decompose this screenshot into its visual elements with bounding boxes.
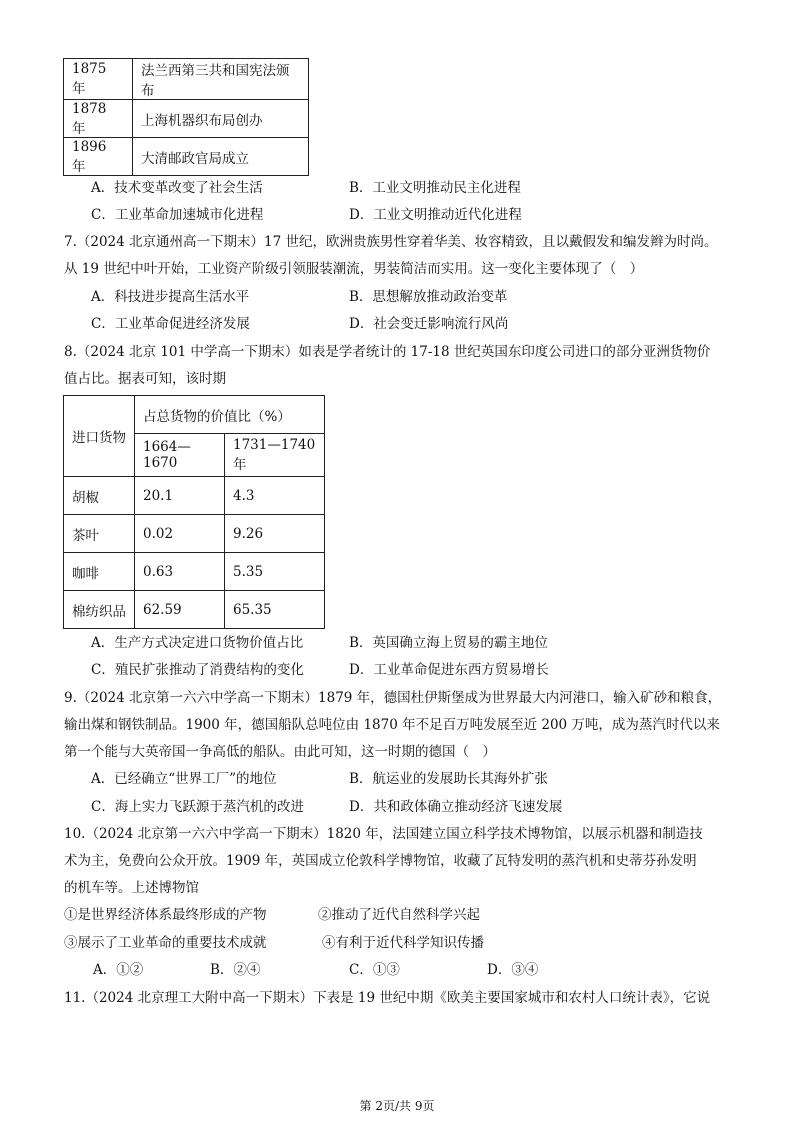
q8-option-a: A．生产方式决定进口货物价值占比	[91, 635, 304, 651]
q6-option-c: C．工业革命加速城市化进程	[91, 207, 264, 223]
q6-option-b: B．工业文明推动民主化进程	[349, 180, 521, 196]
value-1731: 9.26	[225, 515, 325, 553]
q6-option-a: A．技术变革改变了社会生活	[91, 180, 263, 196]
q10-statement-4: ④有利于近代科学知识传播	[322, 935, 484, 951]
q10-statement-1: ①是世界经济体系最终形成的产物	[64, 907, 267, 923]
q9-option-d: D．共和政体确立推动经济飞速发展	[349, 799, 563, 815]
event-cell: 法兰西第三共和国宪法颁布	[133, 59, 309, 100]
q9-option-a: A．已经确立“世界工厂”的地位	[91, 771, 277, 787]
table-row	[64, 100, 309, 138]
table-row	[64, 553, 325, 591]
q9-stem-line3: 第一个能与大英帝国一争高低的船队。由此可知，这一时期的德国（ ）	[64, 744, 496, 760]
header-col2: 1731—1740 年	[225, 434, 325, 477]
q10-option-d: D．③④	[487, 962, 539, 978]
year-cell: 1875 年	[64, 59, 133, 100]
q10-stem-line2: 术为主，免费向公众开放。1909 年，英国成立伦敦科学博物馆，收藏了瓦特发明的蒸汽机和史蒂芬孙发明	[64, 853, 697, 869]
q7-option-c: C．工业革命促进经济发展	[91, 316, 250, 332]
value-1664: 0.02	[135, 515, 225, 553]
year-cell: 1896 年	[64, 138, 133, 176]
goods-name: 胡椒	[64, 477, 135, 515]
q9-stem-line2: 输出煤和钢铁制品。1900 年，德国船队总吨位由 1870 年不足百万吨发展至近 200 万吨，成为蒸汽时代以来	[64, 717, 720, 733]
q7-option-d: D．社会变迁影响流行风尚	[349, 316, 509, 332]
q9-stem-line1: 9.（2024 北京第一六六中学高一下期末）1879 年，德国杜伊斯堡成为世界最大内河港口，输入矿砂和粮食，	[64, 690, 722, 706]
q11-stem-line1: 11.（2024 北京理工大附中高一下期末）下表是 19 世纪中期《欧美主要国家城市和农村人口统计表》，它说	[64, 990, 711, 1006]
q8-option-d: D．工业革命促进东西方贸易增长	[349, 662, 549, 678]
q7-option-b: B．思想解放推动政治变革	[349, 289, 508, 305]
q8-stem-line1: 8.（2024 北京 101 中学高一下期末）如表是学者统计的 17-18 世纪英国东印度公司进口的部分亚洲货物价	[64, 344, 711, 360]
value-1731: 5.35	[225, 553, 325, 591]
page-number: 第 2页/共 9页	[359, 1099, 435, 1113]
q9-option-b: B．航运业的发展助长其海外扩张	[349, 771, 548, 787]
q10-statement-3: ③展示了工业革命的重要技术成就	[64, 935, 267, 951]
q10-option-a: A．①②	[93, 962, 144, 978]
imports-table	[63, 395, 325, 629]
table-row	[64, 591, 325, 629]
event-cell: 大清邮政官局成立	[133, 138, 309, 176]
goods-name: 茶叶	[64, 515, 135, 553]
q7-stem-line2: 从 19 世纪中叶开始，工业资产阶级引领服装潮流，男装简洁而实用。这一变化主要体现了（ ）	[64, 261, 644, 277]
q8-option-c: C．殖民扩张推动了消费结构的变化	[91, 662, 304, 678]
q10-stem-line3: 的机车等。上述博物馆	[64, 880, 199, 896]
q10-stem-line1: 10.（2024 北京第一六六中学高一下期末）1820 年，法国建立国立科学技术博物馆，以展示机器和制造技	[64, 826, 703, 842]
q6-option-d: D．工业文明推动近代化进程	[349, 207, 522, 223]
value-1664: 62.59	[135, 591, 225, 629]
year-cell: 1878 年	[64, 100, 133, 138]
value-1731: 65.35	[225, 591, 325, 629]
table-header-row	[64, 396, 325, 434]
value-1664: 0.63	[135, 553, 225, 591]
q10-statement-2: ②推动了近代自然科学兴起	[318, 907, 480, 923]
table-row	[64, 59, 309, 100]
q7-option-a: A．科技进步提高生活水平	[91, 289, 250, 305]
header-goods: 进口货物	[64, 396, 135, 477]
q7-stem-line1: 7.（2024 北京通州高一下期末）17 世纪，欧洲贵族男性穿着华美、妆容精致，且以戴假发和编发辫为时尚。	[64, 234, 718, 250]
goods-name: 咖啡	[64, 553, 135, 591]
goods-name: 棉纺织品	[64, 591, 135, 629]
table-row	[64, 138, 309, 176]
table-row	[64, 515, 325, 553]
value-1731: 4.3	[225, 477, 325, 515]
q10-option-b: B．②④	[210, 962, 261, 978]
q10-option-c: C．①③	[349, 962, 400, 978]
table-row	[64, 477, 325, 515]
events-table	[63, 58, 309, 176]
header-share: 占总货物的价值比（%）	[135, 396, 325, 434]
event-cell: 上海机器织布局创办	[133, 100, 309, 138]
value-1664: 20.1	[135, 477, 225, 515]
q8-stem-line2: 值占比。据表可知，该时期	[64, 371, 226, 387]
header-col1: 1664—1670	[135, 434, 225, 477]
q8-option-b: B．英国确立海上贸易的霸主地位	[349, 635, 548, 651]
q9-option-c: C．海上实力飞跃源于蒸汽机的改进	[91, 799, 304, 815]
